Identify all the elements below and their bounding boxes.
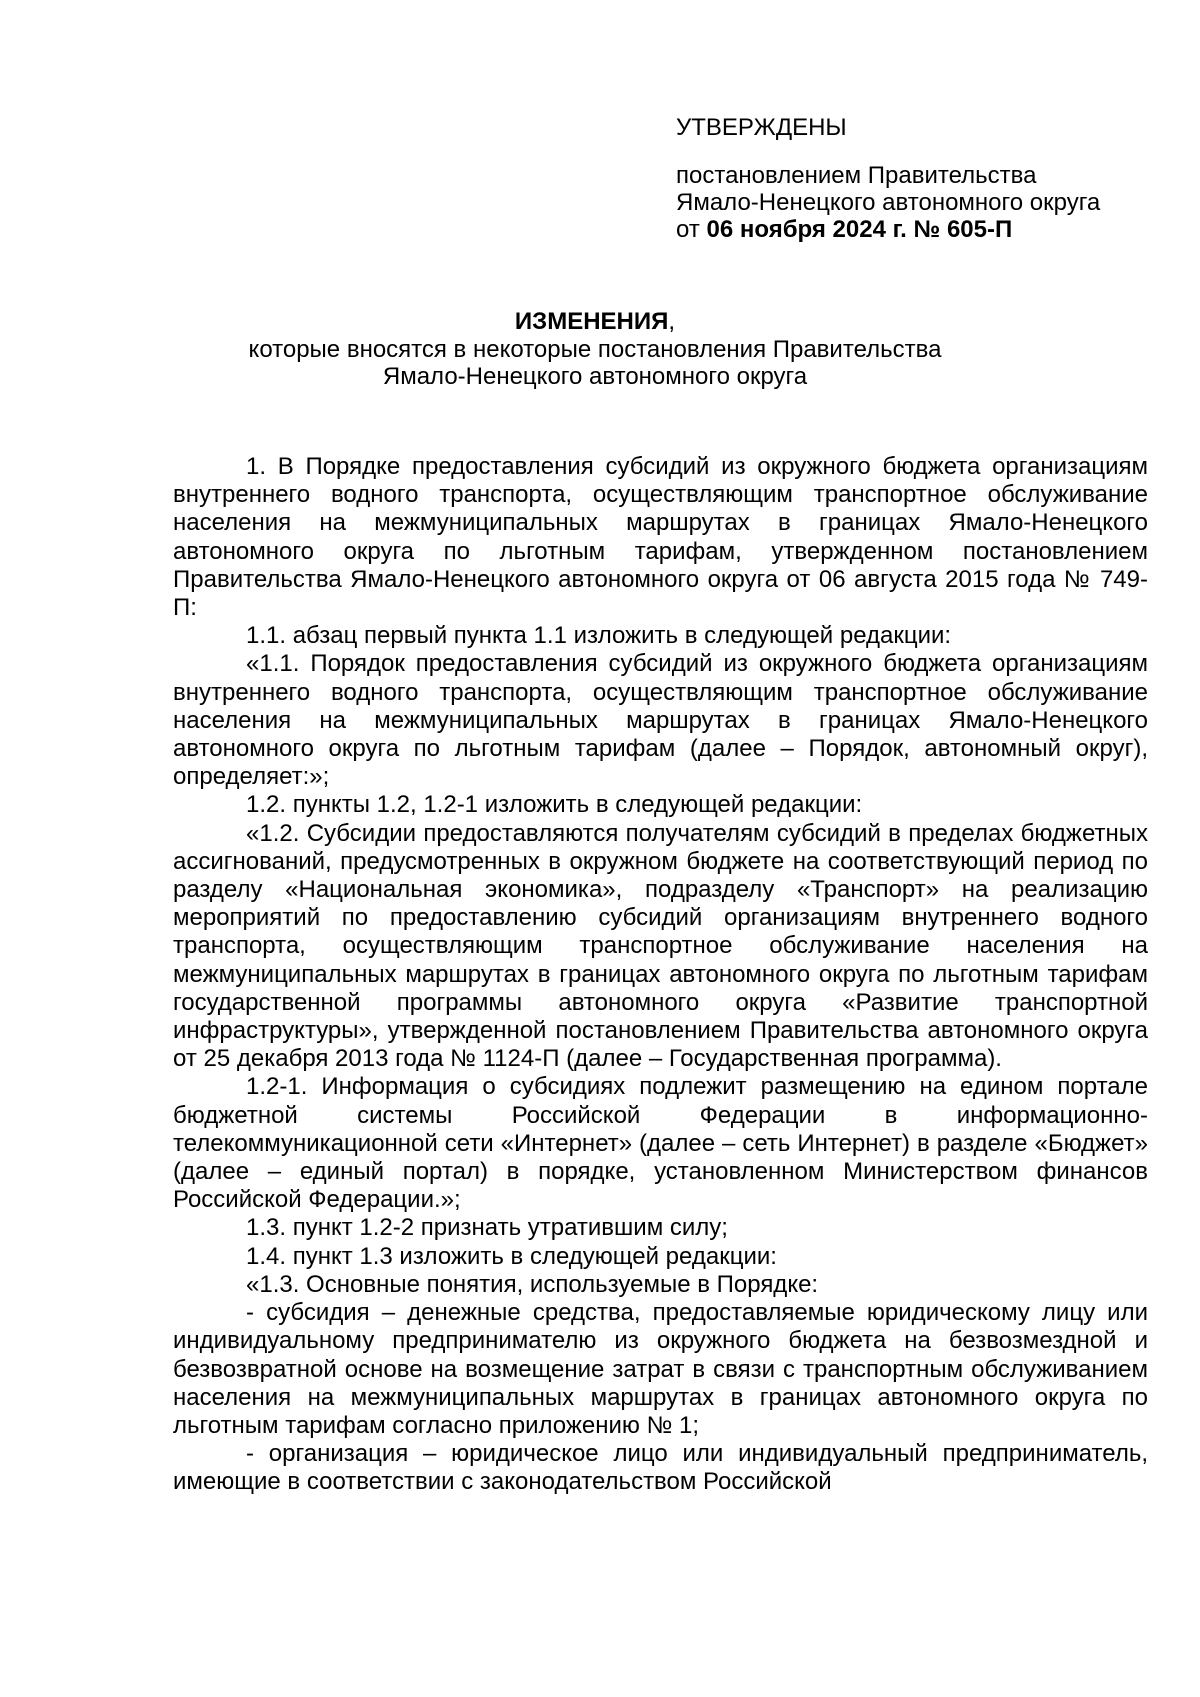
paragraph: 1.3. пункт 1.2-2 признать утратившим силу; <box>246 1214 728 1242</box>
title-heading-suffix: , <box>668 308 676 335</box>
document-title <box>150 308 1040 391</box>
paragraph: «1.2. Субсидии предоставляются получателям субсидий в пределах бюджетных ассигнований, предусмотренных в окружном бюджете на соответствующий период по разделу «Национальная экономика», подразделу «Транспорт» на реализацию мероприятий по предоставлению субсидий организациям внутреннего водного транспорта, осуществляющим транспортное обслуживание населения на межмуниципальных маршрутах в границах автономного округа по льготным тарифам государственной программы автономного округа «Развитие транспортной инфраструктуры», утвержденной постановлением Правительства автономного округа от 25 декабря 2013 года № 1124-П (далее – Государственная программа). <box>173 819 1148 1073</box>
paragraph: 1.1. абзац первый пункта 1.1 изложить в следующей редакции: <box>246 622 952 650</box>
title-heading-line <box>150 308 1040 336</box>
paragraph: «1.3. Основные понятия, используемые в Порядке: <box>246 1270 819 1298</box>
approval-line-2: Ямало-Ненецкого автономного округа <box>676 189 1101 216</box>
title-heading: ИЗМЕНЕНИЯ <box>514 308 669 335</box>
paragraph: 1. В Порядке предоставления субсидий из окружного бюджета организациям внутреннего водного транспорта, осуществляющим транспортное обслуживание населения на межмуниципальных маршрутах в границах Ямало-Ненецкого автономного округа по льготным тарифам, утвержденном постановлением Правительства Ямало-Ненецкого автономного округа от 06 августа 2015 года № 749-П: <box>173 453 1148 622</box>
title-subtitle-line-1: которые вносятся в некоторые постановления Правительства <box>248 335 942 363</box>
approval-block <box>676 114 1146 243</box>
approval-date-number: 06 ноября 2024 г. № 605-П <box>706 216 1013 243</box>
approval-line-1: постановлением Правительства <box>676 162 1037 189</box>
paragraph: 1.2-1. Информация о субсидиях подлежит размещению на едином портале бюджетной системы Российской Федерации в информационно-телекоммуникационной сети «Интернет» (далее – сеть Интернет) в разделе «Бюджет» (далее – единый портал) в порядке, установленном Министерством финансов Российской Федерации.»; <box>173 1073 1148 1214</box>
approval-date-prefix: от <box>676 216 700 243</box>
paragraph: 1.4. пункт 1.3 изложить в следующей редакции: <box>246 1242 777 1270</box>
paragraph: - организация – юридическое лицо или индивидуальный предприниматель, имеющие в соответствии с законодательством Российской <box>173 1440 1148 1496</box>
paragraph: 1.2. пункты 1.2, 1.2-1 изложить в следующей редакции: <box>246 791 863 819</box>
title-subtitle-line-2: Ямало-Ненецкого автономного округа <box>382 363 808 390</box>
paragraph: - субсидия – денежные средства, предоставляемые юридическому лицу или индивидуальному предпринимателю из окружного бюджета на безвозмездной и безвозвратной основе на возмещение затрат в связи с транспортным обслуживанием населения на межмуниципальных маршрутах в границах автономного округа по льготным тарифам согласно приложению № 1; <box>173 1299 1148 1439</box>
approval-date-line <box>676 216 1146 243</box>
paragraph: «1.1. Порядок предоставления субсидий из окружного бюджета организациям внутреннего водного транспорта, осуществляющим транспортное обслуживание населения на межмуниципальных маршрутах в границах Ямало-Ненецкого автономного округа по льготным тарифам (далее – Порядок, автономный округ), определяет:»; <box>173 650 1148 791</box>
approval-stamp: УТВЕРЖДЕНЫ <box>676 114 847 141</box>
document-body <box>173 453 1148 1497</box>
